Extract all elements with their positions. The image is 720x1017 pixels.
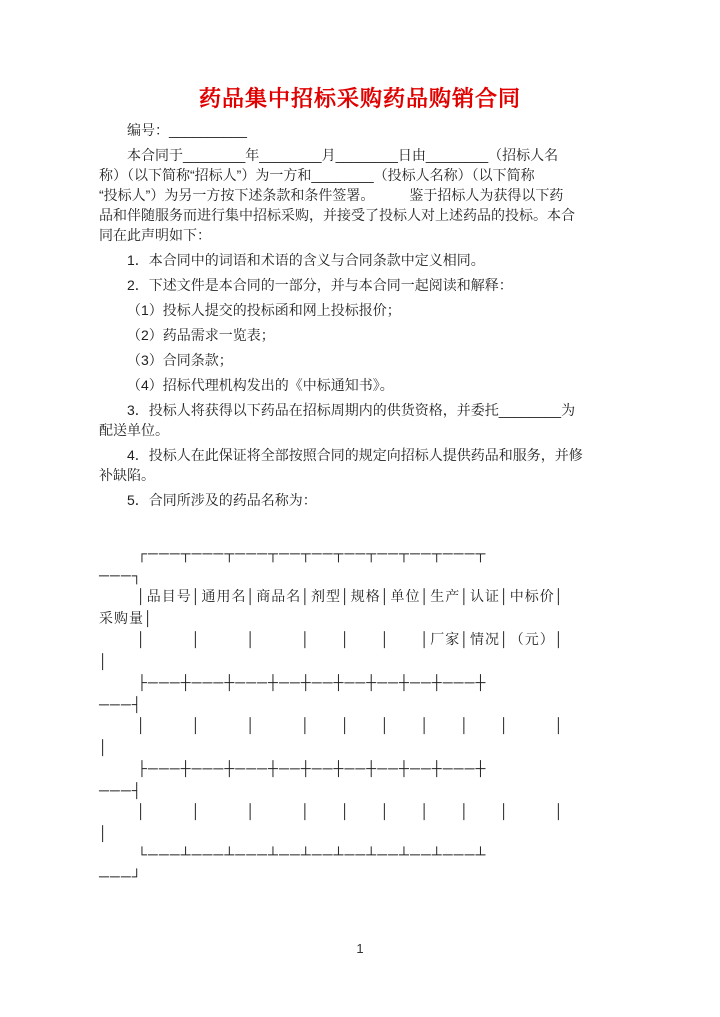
table-line-wrap: │ [99, 824, 109, 841]
body-line: 品和伴随服务而进行集中招标采购，并接受了投标人对上述药品的投标。本合 [99, 207, 575, 223]
body-line-subclause-1: （1）投标人提交的投标函和网上投标报价； [127, 302, 401, 318]
table-line-wrap: │ [99, 652, 109, 669]
table-line-wrap: ───┐ [99, 566, 143, 583]
table-line-wrap: 采购量│ [99, 609, 154, 626]
body-line-clause-1: 1．本合同中的词语和术语的含义与合同条款中定义相同。 [127, 252, 485, 268]
body-line-clause-5: 5．合同所涉及的药品名称为： [127, 492, 317, 508]
body-line: 本合同于________年________月________日由________（招标人名 [127, 147, 559, 163]
body-line: 称）（以下简称“招标人”）为一方和________（投标人名称）（以下简称 [99, 167, 535, 183]
contract-body [99, 120, 621, 510]
body-line-subclause-4: （4）招标代理机构发出的《中标通知书》。 [127, 377, 394, 393]
table-line-empty-row: │ │ │ │ │ │ │ │ │ │ [137, 803, 565, 819]
table-line-separator: ├───┼───┼───┼──┼──┼──┼──┼──┼───┼ [137, 674, 487, 690]
table-line-separator: ├───┼───┼───┼──┼──┼──┼──┼──┼───┼ [137, 760, 487, 776]
table-line-wrap: ───┤ [99, 695, 143, 712]
table-line-wrap: ───┘ [99, 867, 143, 884]
body-line-subclause-2: （2）药品需求一览表； [127, 327, 275, 343]
table-line-header: │品目号│通用名│商品名│剂型│规格│单位│生产│认证│中标价│ [137, 588, 565, 604]
page-number: 1 [356, 941, 364, 956]
body-line-subclause-3: （3）合同条款； [127, 352, 233, 368]
table-line-empty-row: │ │ │ │ │ │ │ │ │ │ [137, 717, 565, 733]
table-line-header-2: │ │ │ │ │ │ │厂家│情况│（元）│ [137, 631, 565, 647]
body-line: 配送单位。 [99, 422, 169, 438]
body-line: “投标人”）为另一方按下述条款和条件签署。 鉴于招标人为获得以下药 [99, 187, 564, 203]
table-line-bottom-border: └───┴───┴───┴──┴──┴──┴──┴──┴───┴ [137, 846, 487, 862]
table-line-wrap: │ [99, 738, 109, 755]
body-line-number-field: 编号：__________ [127, 122, 247, 138]
table-line-top-border: ┌───┬───┬───┬──┬──┬──┬──┬──┬───┬ [137, 545, 487, 561]
drug-list-table [99, 543, 621, 887]
document-title: 药品集中招标采购药品购销合同 [198, 86, 521, 111]
body-line: 补缺陷。 [99, 467, 155, 483]
body-line: 同在此声明如下： [99, 227, 211, 243]
body-line-clause-2: 2．下述文件是本合同的一部分，并与本合同一起阅读和解释： [127, 277, 513, 293]
body-line-clause-4: 4．投标人在此保证将全部按照合同的规定向招标人提供药品和服务，并修 [127, 447, 583, 463]
body-line-clause-3: 3．投标人将获得以下药品在招标周期内的供货资格，并委托________为 [127, 402, 576, 418]
table-line-wrap: ───┤ [99, 781, 143, 798]
